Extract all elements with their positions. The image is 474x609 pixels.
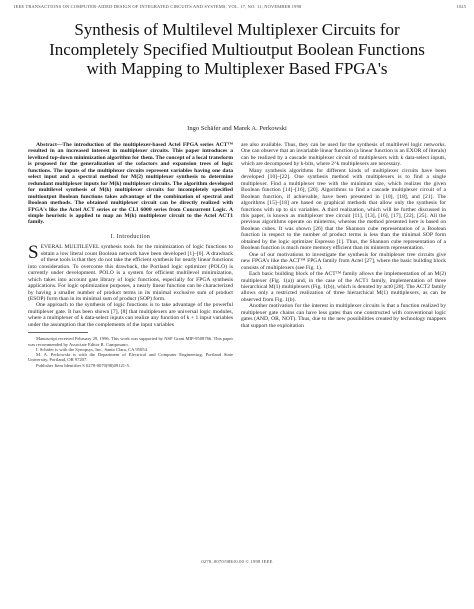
footnote-publisher-id: Publisher Item Identifier S 0278-0070(98)09121-5. <box>36 362 131 368</box>
intro-paragraph-1 <box>28 244 233 302</box>
left-column <box>28 142 233 368</box>
right-paragraph-3: One of our motivations to investigate the synthesis for multiplexer tree circuits give new FPGA's like the ACT™ FPGA family from Actel [27], where the basic building block consists of multiplexers (see Fig. 1). <box>241 251 446 271</box>
footnote-manuscript: Manuscript received February 29, 1996. This work was supported by NSF Grant MIP-9508766. This paper was recommended by Associate Editor R. Camposano. <box>28 336 233 347</box>
copyright-footer: 0278–0070/98$10.00 © 1998 IEEE <box>201 559 273 564</box>
intro-paragraph-2: One approach to the synthesis of logic functions is to take advantage of the powerful multiplexer gate. It has been shown [7], [8] that multiplexers are universal logic modules, where a multiplexer of k data-select inputs can realize any function of k + 1 input variables under the assumption that the complements of the input variables <box>28 302 233 328</box>
abstract: Abstract—The introduction of the multiplexer-based Actel FPGA series ACT™ resulted in an increased interest in multiplexer circuits. This paper introduces a levelized top-down minimization algorithm for them. The concept of a local transform is proposed for the generalization of the cofactors and expansion trees of logic functions. The inputs of the multiplexer circuits represent variables having one data select input and a spectral method for M(2) multiplexer synthesis to determine redundant multiplexer inputs for M(k) multiplexer circuits. The algorithm developed for multilevel synthesis of M(k) multiplexer circuits for incompletely specified multioutput Boolean functions takes advantage of the combination of spectral and Boolean methods. The obtained multiplexer circuit can be directly realized with FPGA's like the Actel ACT series or the CLI 6000 series from Concurrent Logic. A simple heuristic is applied to map an M(k) multiplexer circuit to the Actel ACT1 family. <box>28 142 233 226</box>
running-header <box>14 4 466 12</box>
intro-paragraph-1-text: EVERAL MULTILEVEL synthesis tools for the minimization of logic functions to obtain a low literal count Boolean network have been developed [1]–[6]. A drawback of these tools is that they do not take the efficient synthesis for nearly linear functions into consideration. To overcome this drawback, the Portland logic optimizer (POLO) is currently under development. POLO is a system for efficient multilevel minimization, which takes into account gate library of logic functions, especially for FPGA synthesis applications. For logic optimization purposes, a nearly linear function can be characterized by having a smaller number of product terms in its minimal exclusive sum of product (ESOP) form than in its minimal sum of product (SOP) form. <box>28 244 233 302</box>
footnote-divider <box>28 332 88 333</box>
right-paragraph-5: Another motivation for the interest in multiplexer circuits is that a function realized by multiplexer gate chains can have less gates than one constructed with conventional logic gates (AND, OR, NOT). Thus, due to the new possibilities created by technology mappers that support the exploitation <box>241 303 446 329</box>
paper-title: Synthesis of Multilevel Multiplexer Circuits for Incompletely Specified Multioutput Boolean Functions with Mapping to Multiplexer Based FPGA's <box>49 20 425 78</box>
right-column <box>241 142 446 329</box>
section-heading-introduction: I. Introduction <box>110 233 151 240</box>
right-paragraph-1: are also available. Thus, they can be used for the synthesis of multilevel logic networks. One can observe that an invariable linear function (a linear function is an EXOR of literals) can be realized by a cascade multiplexer circuit of multiplexers with k data-select inputs, which are decomposed by k-bits, where 2^k multiplexers are necessary. <box>241 142 446 168</box>
drop-cap: S <box>28 242 39 264</box>
author-line: Ingo Schäfer and Marek A. Perkowski <box>187 125 287 132</box>
running-head-text: IEEE TRANSACTIONS ON COMPUTER-AIDED DESIGN OF INTEGRATED CIRCUITS AND SYSTEMS, VOL. 17, NO. 11, NOVEMBER 1998 <box>14 4 302 9</box>
right-paragraph-4: Each basic building block of the ACT™ family allows the implementation of an M(2) multiplexer (Fig. 1(a)) and, in the case of the ACT1 family, implementation of three hierarchical M(1) multiplexers (Fig. 1(b)), which is denoted by act0 [28]. The ACT2 family allows only a restricted realization of three hierarchical M(1) multiplexers, as can be observed from Fig. 1(b). <box>241 271 446 303</box>
footnote-author-1: I. Schäfer is with the Synopsys, Inc., Santa Clara, CA 95054. <box>36 346 149 352</box>
footnote-author-2: M. A. Perkowski is with the Department of Electrical and Computer Engineering, Portland State University, Portland, OR 97207. <box>28 352 233 363</box>
right-paragraph-2: Many synthesis algorithms for different kinds of multiplexer circuits have been developed [10]–[22]. One synthesis method with multiplexers is to find a single multiplexer. Find a multiplexer tree with the minimum size, which realizes the given Boolean function [14]–[16], [20]. Algorithms to find a cascade multiplexer circuit of a Boolean function, if achievable, have been presented in [10], [18], and [21]. The algorithms [15]–[18] are based on graphical methods that allow only the synthesis for functions with up to six variables. A third realization, which will be further discussed in this paper, is known as multiplexer tree circuit [11], [13], [16], [17], [22], [25]. All the previous algorithms operate on minterms, whereas the method presented here is based on Boolean cubes. It was shown [26] that the Shannon cube representation of a Boolean function in respect to the number of product terms is less than the minimal SOP form obtained by the logic optimizer Espresso [1]. Thus, the Shannon cube representation of a Boolean function is much more memory efficient than its minterm representation. <box>241 167 446 252</box>
page-number: 1025 <box>456 4 466 9</box>
